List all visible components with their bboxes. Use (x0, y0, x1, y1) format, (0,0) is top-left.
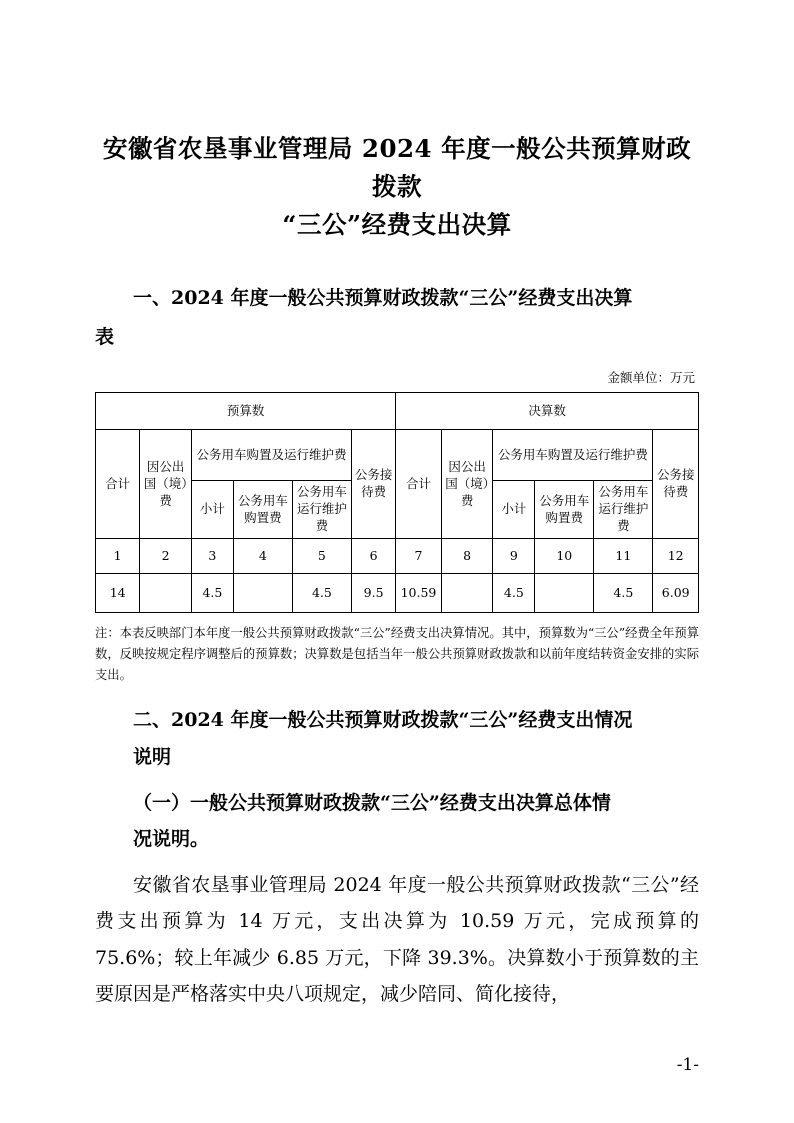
value-budget-abroad (140, 574, 192, 613)
col-num-4: 4 (233, 539, 292, 574)
header-final-vehicle-operation: 公务用车运行维护费 (594, 481, 653, 539)
value-final-total: 10.59 (396, 574, 442, 613)
page-title-line1: 安徽省农垦事业管理局 2024 年度一般公共预算财政拨款 (102, 134, 692, 201)
header-budget-abroad: 因公出国（境）费 (140, 430, 192, 539)
value-final-abroad (441, 574, 493, 613)
header-final-total: 合计 (396, 430, 442, 539)
value-budget-reception: 9.5 (351, 574, 395, 613)
section-2-heading-text: 二、2024 年度一般公共预算财政拨款“三公”经费支出情况 (133, 709, 633, 732)
value-final-reception: 6.09 (653, 574, 699, 613)
table-note: 注：本表反映部门本年度一般公共预算财政拨款“三公”经费支出决算情况。其中，预算数为“三公”经费全年预算数，反映按规定程序调整后的预算数；决算数是包括当年一般公共预算财政拨款和以前年度结转资金安排的实际支出。 (95, 626, 699, 683)
subsection-1-heading-text: （一）一般公共预算财政拨款“三公”经费支出决算总体情 (133, 791, 611, 814)
value-budget-vehicle-purchase (233, 574, 292, 613)
table-row-values (96, 574, 699, 613)
page-number: -1- (676, 1055, 699, 1075)
section-1-heading (95, 282, 699, 315)
header-final-vehicle-purchase: 公务用车购置费 (535, 481, 594, 539)
col-num-1: 1 (96, 539, 140, 574)
col-num-6: 6 (351, 539, 395, 574)
section-2-heading-cont (95, 739, 699, 775)
col-num-12: 12 (653, 539, 699, 574)
value-budget-vehicle-sub: 4.5 (191, 574, 233, 613)
col-num-5: 5 (292, 539, 351, 574)
table-row-column-numbers (96, 539, 699, 574)
header-budget-vehicle-group: 公务用车购置及运行维护费 (191, 430, 351, 481)
value-final-vehicle-sub: 4.5 (493, 574, 535, 613)
col-num-2: 2 (140, 539, 192, 574)
col-num-7: 7 (396, 539, 442, 574)
section-2-heading-cont-text: 说明 (133, 745, 172, 768)
header-final-group: 决算数 (396, 393, 699, 430)
value-final-vehicle-purchase (535, 574, 594, 613)
col-num-11: 11 (594, 539, 653, 574)
subsection-1-heading-cont-text: 况说明。 (133, 827, 210, 850)
page-title (95, 130, 699, 244)
section-2-heading (95, 702, 699, 738)
table-row-subheader-1 (96, 430, 699, 481)
col-num-3: 3 (191, 539, 233, 574)
subsection-1-heading (95, 785, 699, 821)
header-final-vehicle-group: 公务用车购置及运行维护费 (493, 430, 653, 481)
value-budget-total: 14 (96, 574, 140, 613)
header-final-abroad: 因公出国（境）费 (441, 430, 493, 539)
section-1-heading-text: 一、2024 年度一般公共预算财政拨款“三公”经费支出决算 (133, 286, 633, 309)
value-budget-vehicle-operation: 4.5 (292, 574, 351, 613)
section-1-heading-cont-text: 表 (95, 326, 115, 349)
subsection-1-heading-cont (95, 821, 699, 857)
paragraph-overall-description: 安徽省农垦事业管理局 2024 年度一般公共预算财政拨款“三公”经费支出预算为 14 万元，支出决算为 10.59 万元，完成预算的 75.6%；较上年减少 6.85 万元，下降 39.3%。决算数小于预算数的主要原因是严格落实中央八项规定，减少陪同、简化接待， (95, 873, 699, 1006)
header-budget-vehicle-operation: 公务用车运行维护费 (292, 481, 351, 539)
page-title-line2: “三公”经费支出决算 (282, 209, 512, 239)
col-num-9: 9 (493, 539, 535, 574)
amount-unit-label: 金额单位：万元 (607, 370, 695, 386)
col-num-8: 8 (441, 539, 493, 574)
header-final-vehicle-sub: 小计 (493, 481, 535, 539)
header-budget-vehicle-purchase: 公务用车购置费 (233, 481, 292, 539)
table-row-group-header (96, 393, 699, 430)
section-1-heading-cont (95, 321, 699, 354)
header-budget-group: 预算数 (96, 393, 396, 430)
header-budget-reception: 公务接待费 (351, 430, 395, 539)
col-num-10: 10 (535, 539, 594, 574)
value-final-vehicle-operation: 4.5 (594, 574, 653, 613)
three-public-expenses-table (95, 392, 699, 613)
header-budget-total: 合计 (96, 430, 140, 539)
header-final-reception: 公务接待费 (653, 430, 699, 539)
header-budget-vehicle-sub: 小计 (191, 481, 233, 539)
